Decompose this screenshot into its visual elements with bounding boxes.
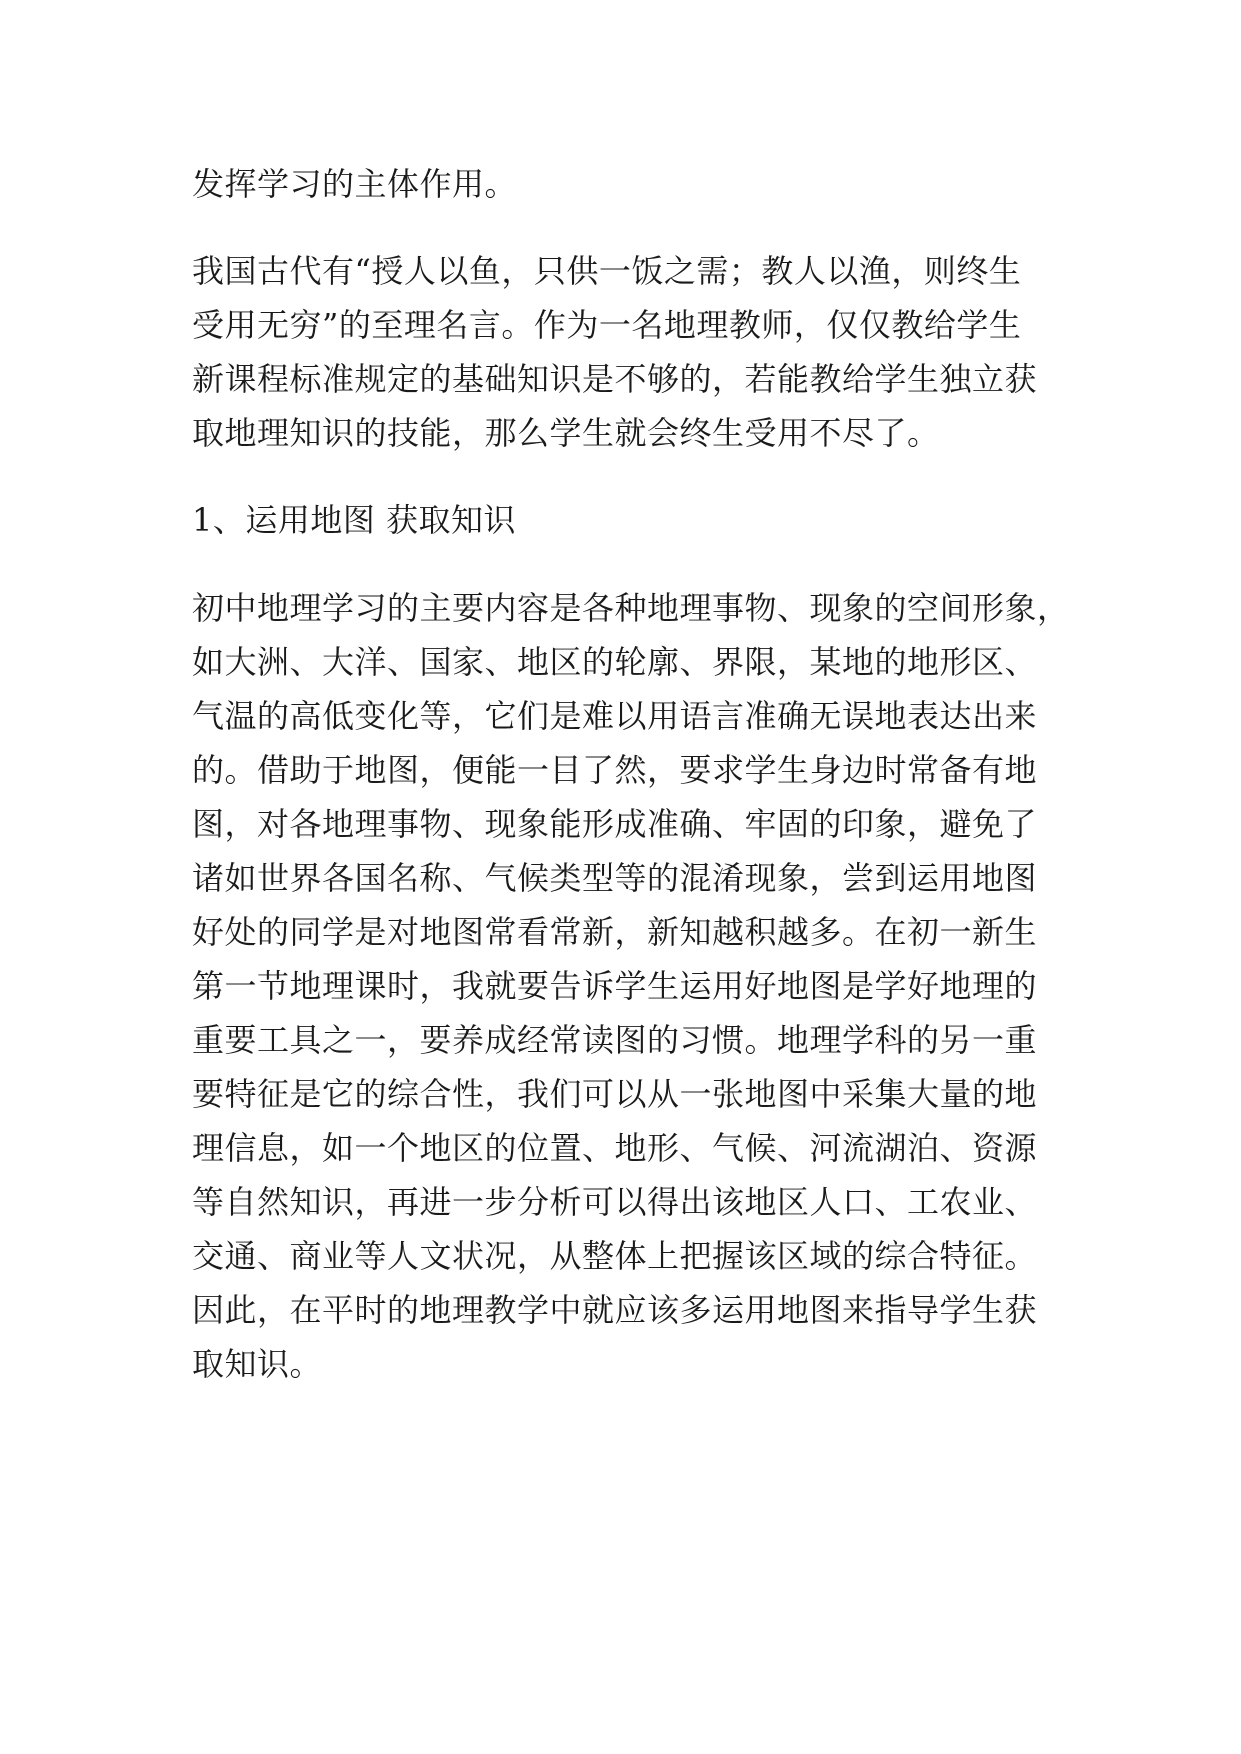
text-line: 取地理知识的技能，那么学生就会终生受用不尽了。 bbox=[192, 414, 940, 452]
text-line: 交通、商业等人文状况，从整体上把握该区域的综合特征。 bbox=[192, 1237, 1038, 1275]
text-line: 取知识。 bbox=[192, 1345, 323, 1383]
text-line: 如大洲、大洋、国家、地区的轮廓、界限，某地的地形区、 bbox=[192, 643, 1038, 681]
section-heading: 1、运用地图 获取知识 bbox=[192, 501, 517, 539]
text-line: 的。借助于地图，便能一目了然，要求学生身边时常备有地 bbox=[192, 751, 1038, 789]
text-line: 图，对各地理事物、现象能形成准确、牢固的印象，避免了 bbox=[192, 805, 1038, 843]
text-line: 好处的同学是对地图常看常新，新知越积越多。在初一新生 bbox=[192, 913, 1038, 951]
text-line: 要特征是它的综合性，我们可以从一张地图中采集大量的地 bbox=[192, 1075, 1038, 1113]
text-line: 发挥学习的主体作用。 bbox=[192, 165, 518, 203]
text-line: 初中地理学习的主要内容是各种地理事物、现象的空间形象， bbox=[192, 589, 1070, 627]
text-line: 我国古代有“授人以鱼，只供一饭之需；教人以渔，则终生 bbox=[192, 252, 1022, 290]
text-line: 气温的高低变化等，它们是难以用语言准确无误地表达出来 bbox=[192, 697, 1038, 735]
text-line: 理信息，如一个地区的位置、地形、气候、河流湖泊、资源 bbox=[192, 1129, 1038, 1167]
text-line: 新课程标准规定的基础知识是不够的，若能教给学生独立获 bbox=[192, 360, 1038, 398]
text-line: 第一节地理课时，我就要告诉学生运用好地图是学好地理的 bbox=[192, 967, 1038, 1005]
text-line: 因此，在平时的地理教学中就应该多运用地图来指导学生获 bbox=[192, 1291, 1038, 1329]
text-line: 重要工具之一，要养成经常读图的习惯。地理学科的另一重 bbox=[192, 1021, 1038, 1059]
text-line: 诸如世界各国名称、气候类型等的混淆现象，尝到运用地图 bbox=[192, 859, 1038, 897]
text-line: 受用无穷”的至理名言。作为一名地理教师，仅仅教给学生 bbox=[192, 306, 1022, 344]
text-line: 等自然知识，再进一步分析可以得出该地区人口、工农业、 bbox=[192, 1183, 1038, 1221]
